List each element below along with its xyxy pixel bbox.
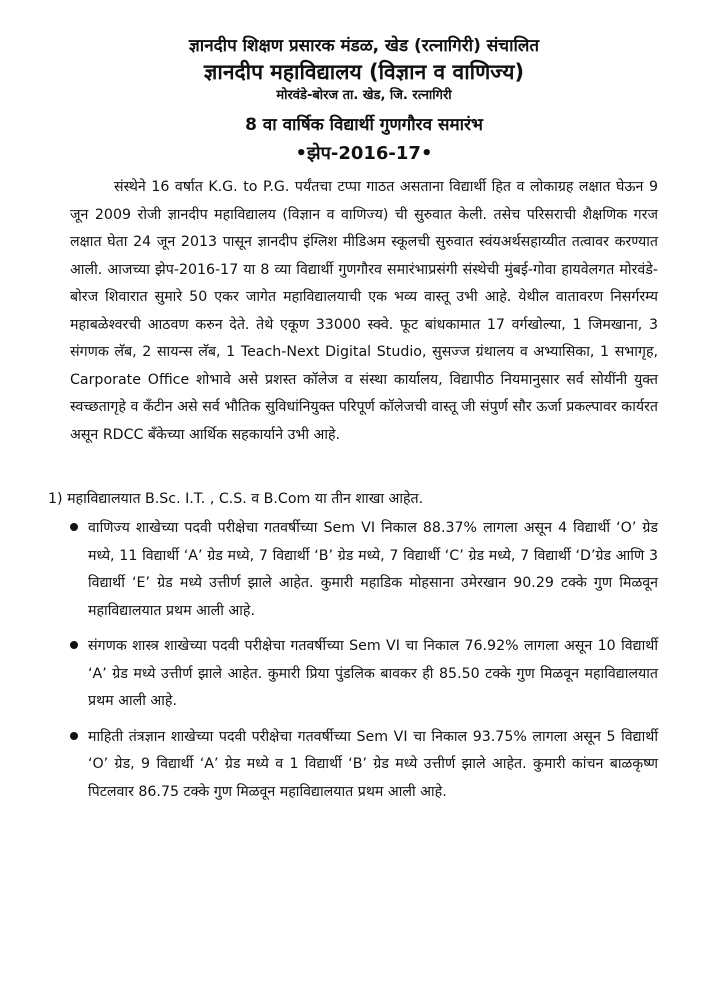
college-address: मोरवंडे-बोरज ता. खेड, जि. रत्नागिरी <box>276 88 452 103</box>
list-item-text: वाणिज्य शाखेच्या पदवी परीक्षेचा गतवर्षीच्या Sem VI निकाल 88.37% लागला असून 4 विद्यार्थी ‘O’ ग्रेड मध्ये, 11 विद्यार्थी ‘A’ ग्रेड मध्ये, 7 विद्यार्थी ‘B’ ग्रेड मध्ये, 7 विद्यार्थी ‘C’ ग्रेड मध्ये, 7 विद्यार्थी ‘D’ग्रेड आणि 3 विद्यार्थी ‘E’ ग्रेड मध्ये उत्तीर्ण झाले आहेत. कुमारी महाडिक मोहसाना उमेरखान 90.29 टक्के गुण मिळवून महाविद्यालयात प्रथम आली आहे. <box>88 520 658 619</box>
bullet-icon <box>70 641 78 649</box>
bullet-icon <box>70 732 78 740</box>
results-list <box>70 515 658 806</box>
list-item <box>88 515 658 625</box>
intro-paragraph: संस्थेने 16 वर्षात K.G. to P.G. पर्यंतचा टप्पा गाठत असताना विद्यार्थी हित व लोकाग्रह लक्षात घेऊन 9 जून 2009 रोजी ज्ञानदीप महाविद्यालय (विज्ञान व वाणिज्य) ची सुरुवात केली. तसेच परिसराची शैक्षणिक गरज लक्षात घेता 24 जून 2013 पासून ज्ञानदीप इंग्लिश मीडिअम स्कूलची सुरुवात स्वंयअर्थसहाय्यीत तत्वावर करण्यात आली. आजच्या झेप-2016-17 या 8 व्या विद्यार्थी गुणगौरव समारंभाप्रसंगी संस्थेची मुंबई-गोवा हायवेलगत मोरवंडे-बोरज शिवारात सुमारे 50 एकर जागेत महाविद्यालयाची एक भव्य वास्तू उभी आहे. येथील वातावरण निसर्गरम्य महाबळेश्वरची आठवण करुन देते. तेथे एकूण 33000 स्क्वे. फूट बांधकामात 17 वर्गखोल्या, 1 जिमखाना, 3 संगणक लॅब, 2 सायन्स लॅब, 1 Teach-Next Digital Studio, सुसज्ज ग्रंथालय व अभ्यासिका, 1 सभागृह, Carporate Office शोभावे असे प्रशस्त कॉलेज व संस्था कार्यालय, विद्यापीठ नियमानुसार सर्व सोयींनी युक्त स्वच्छतागृहे व कॅंटीन असे सर्व भौतिक सुविधांनियुक्त परिपूर्ण कॉलेजची वास्तू जी संपुर्ण सौर ऊर्जा प्रकल्पावर कार्यरत असून RDCC बॅंकेच्या आर्थिक सहकार्याने उभी आहे. <box>70 179 658 443</box>
event-subtitle: •झेप-2016-17• <box>295 143 433 164</box>
bullet-icon <box>70 523 78 531</box>
event-title: 8 वा वार्षिक विद्यार्थी गुणगौरव समारंभ <box>245 115 483 135</box>
list-item <box>88 633 658 716</box>
document-header <box>70 34 658 106</box>
list-item-text: माहिती तंत्रज्ञान शाखेच्या पदवी परीक्षेचा गतवर्षीच्या Sem VI चा निकाल 93.75% लागला असून 5 विद्यार्थी ‘O’ ग्रेड, 9 विद्यार्थी ‘A’ ग्रेड मध्ये व 1 विद्यार्थी ‘B’ ग्रेड मध्ये उत्तीर्ण झाले आहेत. कुमारी कांचन बाळकृष्ण पिटलवार 86.75 टक्के गुण मिळवून महाविद्यालयात प्रथम आली आहे. <box>88 728 658 800</box>
list-item <box>88 724 658 807</box>
list-item-text: संगणक शास्त्र शाखेच्या पदवी परीक्षेचा गतवर्षीच्या Sem VI चा निकाल 76.92% लागला असून 10 विद्यार्थी ‘A’ ग्रेड मध्ये उत्तीर्ण झाले आहेत. कुमारी प्रिया पुंडलिक बावकर ही 85.50 टक्के गुण मिळवून महाविद्यालयात प्रथम आली आहे. <box>88 638 658 709</box>
college-name: ज्ञानदीप महाविद्यालय (विज्ञान व वाणिज्य) <box>203 60 525 84</box>
section-title: 1) महाविद्यालयात B.Sc. I.T. , C.S. व B.Com या तीन शाखा आहेत. <box>48 491 424 507</box>
trust-name: ज्ञानदीप शिक्षण प्रसारक मंडळ, खेड (रत्नागिरी) संचालित <box>188 36 540 56</box>
